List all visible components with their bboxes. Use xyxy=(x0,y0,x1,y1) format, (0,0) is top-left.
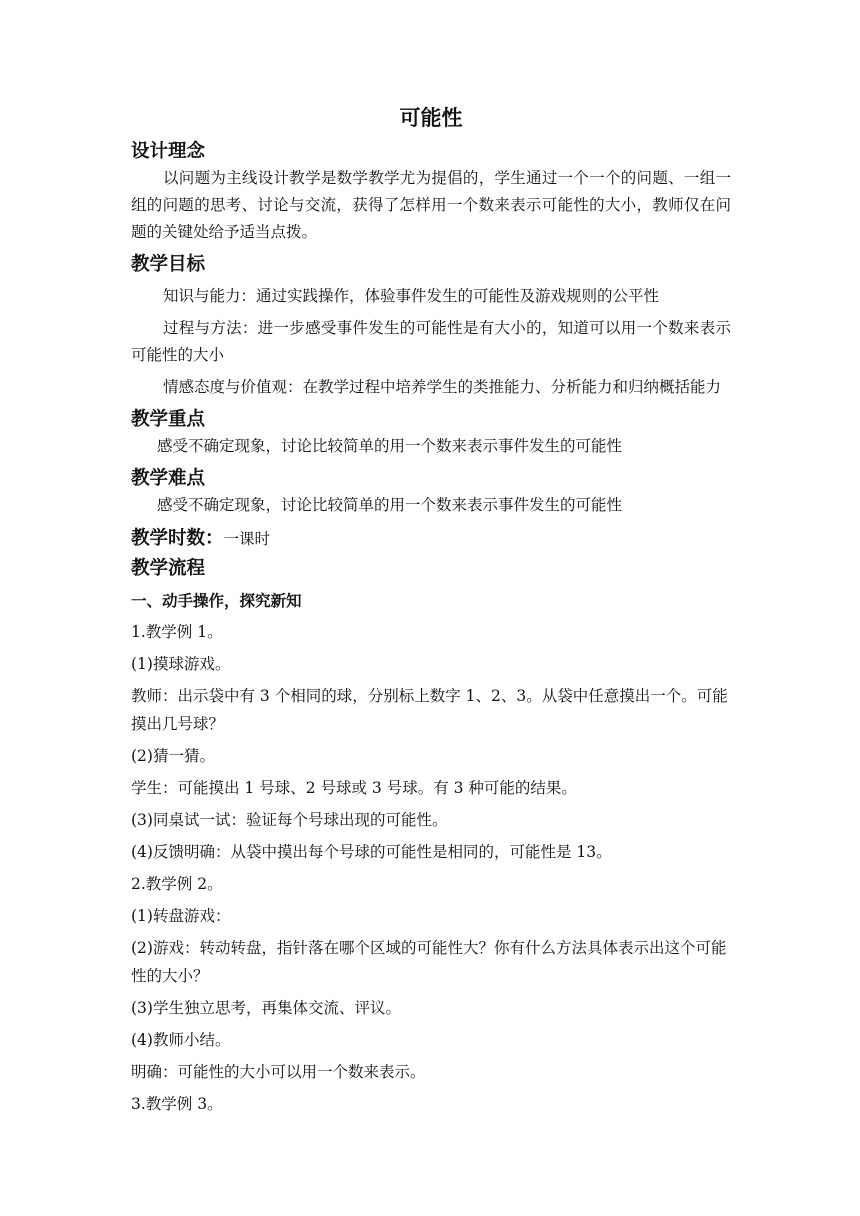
process-line: (2)游戏：转动转盘，指针落在哪个区域的可能性大？你有什么方法具体表示出这个可能性的大小？ xyxy=(131,939,727,985)
process-line: (1)转盘游戏： xyxy=(131,907,231,925)
goal-emotion-values: 情感态度与价值观：在教学过程中培养学生的类推能力、分析能力和归纳概括能力 xyxy=(163,378,722,396)
design-concept-paragraph: 以问题为主线设计教学是数学教学尤为提倡的，学生通过一个一个的问题、一组一组的问题的思考、讨论与交流，获得了怎样用一个数来表示可能性的大小，教师仅在问题的关键处给予适当点拨。 xyxy=(131,169,731,241)
process-line: 3.教学例 3。 xyxy=(131,1095,223,1113)
goal-knowledge-ability: 知识与能力：通过实践操作，体验事件发生的可能性及游戏规则的公平性 xyxy=(163,287,660,305)
process-line: (1)摸球游戏。 xyxy=(131,655,231,673)
process-line: 学生：可能摸出 1 号球、2 号球或 3 号球。有 3 种可能的结果。 xyxy=(131,779,577,797)
process-line: 教师：出示袋中有 3 个相同的球，分别标上数字 1、2、3。从袋中任意摸出一个。可能摸出几号球？ xyxy=(131,687,728,733)
process-line: (2)猜一猜。 xyxy=(131,747,215,765)
heading-teaching-goals: 教学目标 xyxy=(131,254,206,275)
key-points-paragraph: 感受不确定现象，讨论比较简单的用一个数来表示事件发生的可能性 xyxy=(157,437,623,455)
process-line: 2.教学例 2。 xyxy=(131,875,223,893)
process-line: 明确：可能性的大小可以用一个数来表示。 xyxy=(131,1063,426,1081)
heading-teaching-process: 教学流程 xyxy=(131,558,206,579)
document-page xyxy=(131,100,731,1122)
process-line: (4)教师小结。 xyxy=(131,1031,231,1049)
process-line: (4)反馈明确：从袋中摸出每个号球的可能性是相同的，可能性是 13。 xyxy=(131,843,612,861)
heading-difficulties: 教学难点 xyxy=(131,468,206,489)
goal-process-method: 过程与方法：进一步感受事件发生的可能性是有大小的，知道可以用一个数来表示可能性的大小 xyxy=(131,319,731,364)
teaching-hours-label: 教学时数： xyxy=(131,528,224,549)
process-line: 1.教学例 1。 xyxy=(131,623,223,641)
process-line: (3)同桌试一试：验证每个号球出现的可能性。 xyxy=(131,811,448,829)
document-title: 可能性 xyxy=(399,106,463,130)
teaching-hours-line xyxy=(131,524,731,550)
heading-design-concept: 设计理念 xyxy=(131,141,206,162)
heading-key-points: 教学重点 xyxy=(131,409,206,430)
process-line: (3)学生独立思考，再集体交流、评议。 xyxy=(131,999,401,1017)
difficulties-paragraph: 感受不确定现象，讨论比较简单的用一个数来表示事件发生的可能性 xyxy=(157,496,623,514)
teaching-hours-value: 一课时 xyxy=(223,530,271,548)
process-subheading: 一、动手操作，探究新知 xyxy=(131,592,302,610)
